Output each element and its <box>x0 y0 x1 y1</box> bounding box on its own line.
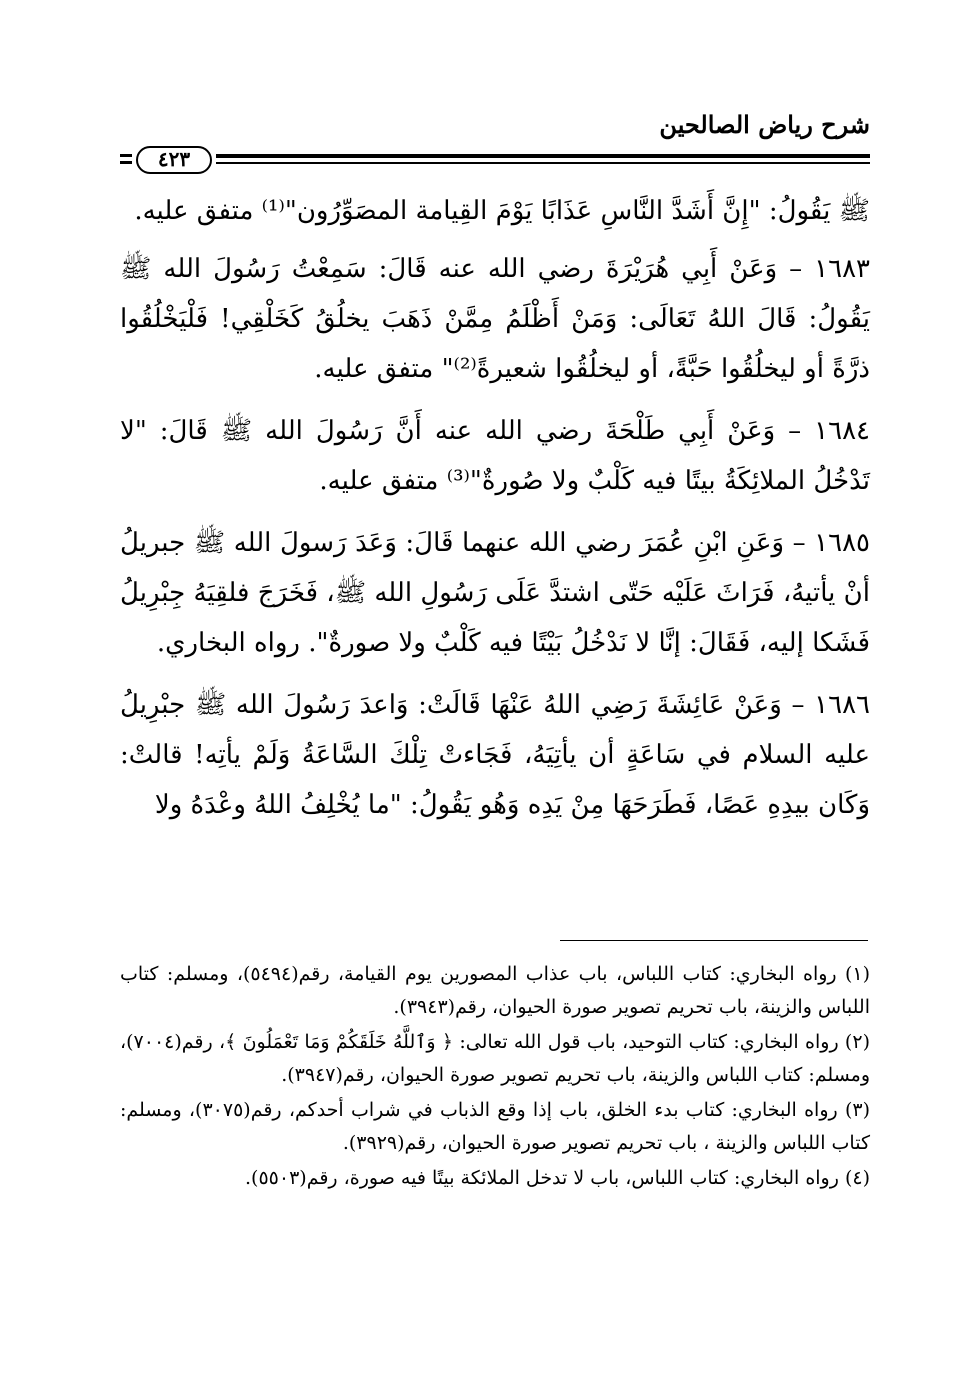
footnote-separator <box>560 940 868 941</box>
footnote-3: (٣) رواه البخاري: كتاب بدء الخلق، باب إذا وقع الذباب في شراب أحدكم، رقم(٣٠٧٥)، ومسلم: كتاب اللباس والزينة ، باب تحريم تصوير صورة الحيوان، رقم(٣٩٢٩). <box>120 1099 870 1154</box>
header-rule-left <box>120 154 132 164</box>
header-rule <box>120 146 870 174</box>
paragraph: ﷺ يَقُولُ: "إِنَّ أَشَدَّ النَّاسِ عَذَابًا يَوْمَ القِيامة المصَوِّرُون"⁽¹⁾ متفق عليه. <box>134 196 870 226</box>
hadith-1683: ١٦٨٣ – وَعَنْ أَبِي هُرَيْرَةَ رضي الله عنه قَالَ: سَمِعْتُ رَسُولَ الله ﷺ يَقُولُ: قَالَ اللهُ تَعَالَى: وَمَنْ أَظْلَمُ مِمَّنْ ذَهَبَ يخلُقُ كَخَلْقِي! فَلْيَخْلُقُوا ذرَّةً أو ليخلُقُوا حَبَّةً، أو ليخلُقُوا شعيرةً⁽²⁾" متفق عليه. <box>120 254 870 384</box>
book-title: شرح رياض الصالحين <box>659 110 870 139</box>
hadith-1684: ١٦٨٤ – وَعَنْ أَبِي طَلْحَةَ رضي الله عنه أَنَّ رَسُولَ الله ﷺ قَالَ: "لا تَدْخُلُ الملائِكَةُ بيتًا فيه كَلْبٌ ولا صُورةٌ"⁽³⁾ متفق عليه. <box>120 416 870 496</box>
header-rule-right <box>216 154 870 164</box>
footnote-4: (٤) رواه البخاري: كتاب اللباس، باب لا تدخل الملائكة بيتًا فيه صورة، رقم(٥٥٠٣). <box>245 1167 870 1189</box>
hadith-1686: ١٦٨٦ – وَعَنْ عَائِشَةَ رَضِي اللهُ عَنْهَا قَالَتْ: وَاعدَ رَسُولَ الله ﷺ جبْرِيلُ عليه السلام في سَاعَةٍ أن يأتِيَهُ، فَجَاءتْ تِلْكَ السَّاعَةُ وَلَمْ يأتِه! قالتْ: وَكَان بيدِهِ عَصًا، فَطَرَحَهَا مِنْ يَدِه وَهُو يَقُولُ: "ما يُخْلِفُ اللهُ وعْدَهُ ولا <box>120 690 870 820</box>
footnotes <box>120 958 870 1197</box>
hadith-1685: ١٦٨٥ – وَعَنِ ابْنِ عُمَرَ رضي الله عنهما قَالَ: وَعَدَ رَسولَ الله ﷺ جبريلُ أنْ يأتيهُ، فَرَاثَ عَلَيْه حَتّى اشتدَّ عَلَى رَسُولِ الله ﷺ، فَخَرَجَ فلقِيَهُ جِبْرِيلُ فَشَكا إليه، فَقَالَ: إنَّا لا نَدْخُلُ بَيْتًا فيه كَلْبٌ ولا صورةٌ". رواه البخاري. <box>120 528 870 658</box>
footnote-2: (٢) رواه البخاري: كتاب التوحيد، باب قول الله تعالى: ﴿ وَٱللَّهُ خَلَقَكُمْ وَمَا تَعْمَلُونَ ﴾، رقم(٧٠٠٤)، ومسلم: كتاب اللباس والزينة، باب تحريم تصوير صورة الحيوان، رقم(٣٩٤٧). <box>120 1031 870 1086</box>
page-header <box>120 110 870 180</box>
footnote-1: (١) رواه البخاري: كتاب اللباس، باب عذاب المصورين يوم القيامة، رقم(٥٤٩٤)، ومسلم: كتاب اللباس والزينة، باب تحريم تصوير صورة الحيوان، رقم(٣٩٤٣). <box>120 963 871 1018</box>
page-number: ٤٢٣ <box>136 146 212 174</box>
main-text <box>120 186 870 842</box>
